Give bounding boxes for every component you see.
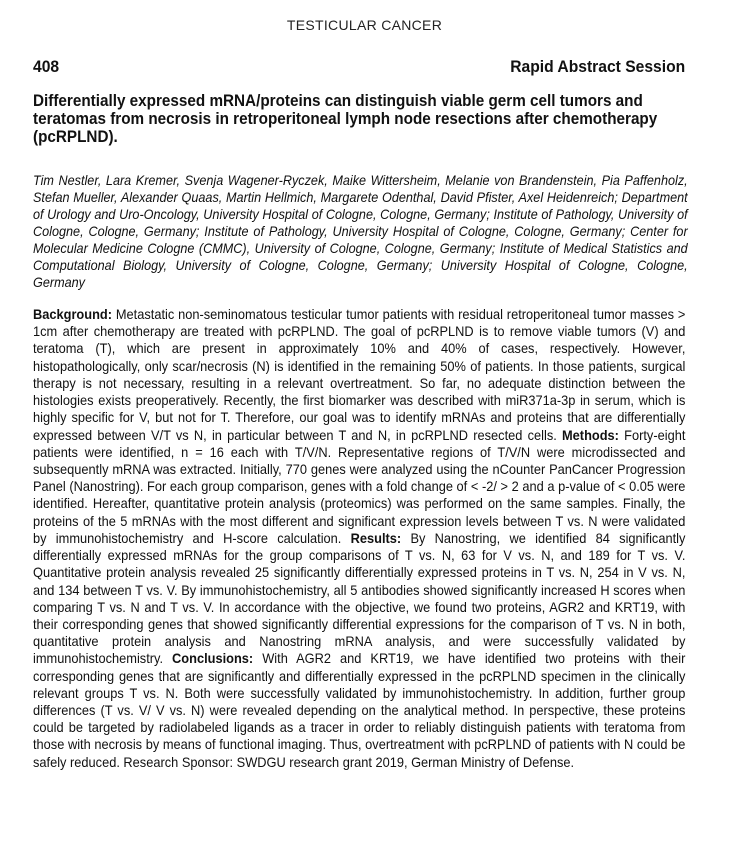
methods-label: Methods: xyxy=(562,426,619,443)
results-label: Results: xyxy=(350,529,402,546)
methods-text: Forty-eight patients were identified, n = 16 each with T/V/N. Representative regions of T/V/N were microdissected and subsequently mRNA was extracted. Initially, 770 genes were analyzed using the nCounter PanCancer Progression Panel (Nanostring). For each group comparison, genes with a fold change of < -2/ > 2 and a p-value of < 0.05 were identified. Hereafter, quantitative protein analysis (proteomics) was performed on the same samples. Finally, the proteins of the 5 mRNAs with the most different and significant expression levels between T vs. N were validated by immunohistochemistry and H-score calculation. xyxy=(33,426,686,546)
abstract-body xyxy=(33,306,685,771)
background-label: Background: xyxy=(33,306,113,322)
author-affiliations: Tim Nestler, Lara Kremer, Svenja Wagener-Ryczek, Maike Wittersheim, Melanie von Brandenstein, Pia Paffenholz, Stefan Mueller, Alexander Quaas, Martin Hellmich, Margarete Odenthal, David Pfister, Axel Heidenreich; Department of Urology and Uro-Oncology, University Hospital of Cologne, Cologne, Germany; Institute of Pathology, University of Cologne, Cologne, Germany; Institute of Pathology, University Hospital of Cologne, Cologne, Germany; Center for Molecular Medicine Cologne (CMMC), University of Cologne, Cologne, Germany; Institute of Medical Statistics and Computational Biology, University of Cologne, Cologne, Germany; University Hospital of Cologne, Cologne, Germany xyxy=(33,172,688,290)
abstract-number: 408 xyxy=(33,57,60,76)
section-header: TESTICULAR CANCER xyxy=(286,17,443,33)
session-type: Rapid Abstract Session xyxy=(510,57,685,76)
results-text: By Nanostring, we identified 84 significantly differentially expressed mRNAs for the group comparisons of T vs. N, 63 for V vs. N, and 189 for T vs. V. Quantitative protein analysis revealed 25 significantly differentially expressed proteins in T vs. N, 254 in V vs. N, and 134 between T vs. V. By immunohistochemistry, all 5 antibodies showed significantly increased H scores when comparing T vs. N and T vs. V. In accordance with the objective, we found two proteins, AGR2 and KRT19, with their corresponding genes that showed significantly differential expressions for the comparison of T vs. N in both, quantitative protein analysis and Nanostring mRNA analysis, and were successfully validated by immunohistochemistry. xyxy=(33,529,686,667)
conclusions-label: Conclusions: xyxy=(172,650,254,667)
conclusions-text: With AGR2 and KRT19, we have identified two proteins with their corresponding genes that are significantly and differentially expressed in the pcRPLND specimen in the clinically relevant groups T vs. N. Both were successfully validated by immunohistochemistry. In addition, further group differences (T vs. V/ V vs. N) were revealed depending on the analytical method. In perspective, these proteins could be targeted by radiolabeled ligands as a tracer in order to reliably distinguish patients with teratoma from those with necrosis by means of functional imaging. Thus, overtreatment with pcRPLND of patients with N could be safely reduced. Research Sponsor: SWDGU research grant 2019, German Ministry of Defense. xyxy=(33,650,686,770)
abstract-title: Differentially expressed mRNA/proteins can distinguish viable germ cell tumors and teratomas from necrosis in retroperitoneal lymph node resections after chemotherapy (pcRPLND). xyxy=(33,92,658,146)
background-text: Metastatic non-seminomatous testicular tumor patients with residual retroperitoneal tumor masses > 1cm after chemotherapy are treated with pcRPLND. The goal of pcRPLND is to remove viable tumors (V) and teratoma (T), which are present in approximately 10% and 40% of cases, respectively. However, histopathologically, only scar/necrosis (N) is identified in the remaining 50% of patients. In those patients, surgical therapy is not necessary, resulting in a relevant overtreatment. So far, no adequate distinction between the histologies exists preoperatively. Recently, the first biomarker was described with miR371a-3p in serum, which is highly specific for V, but not for T. Therefore, our goal was to identify mRNAs and proteins that are differentially expressed between V/T vs N, in particular between T and N, in pcRPLND resected cells. xyxy=(33,306,686,443)
